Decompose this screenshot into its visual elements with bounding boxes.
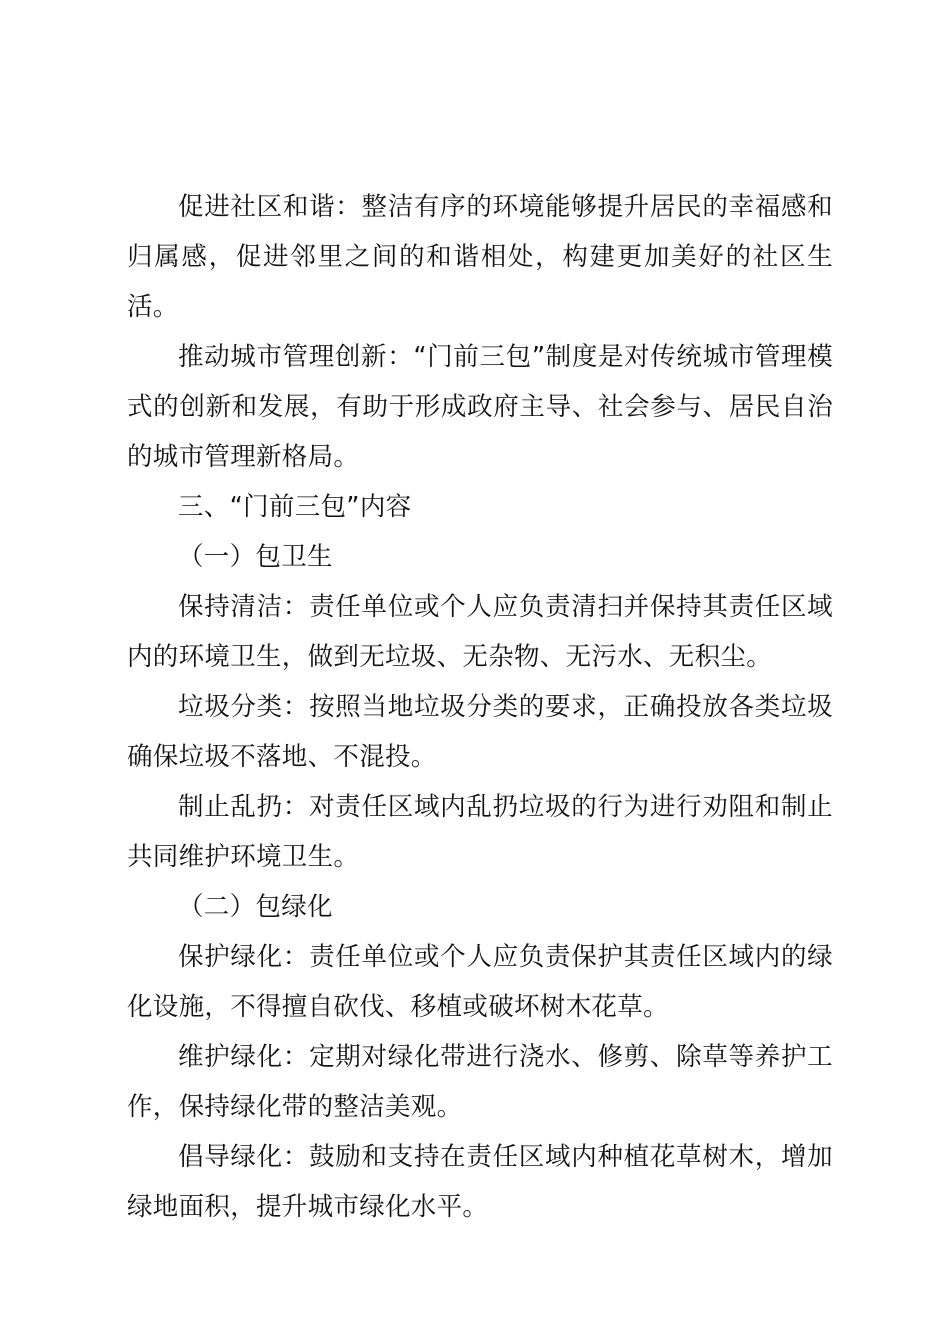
document-body [127,182,833,1232]
paragraph-protect-greening: 保护绿化：责任单位或个人应负责保护其责任区域内的绿化设施，不得擅自砍伐、移植或破坏树木花草。 [127,942,833,1022]
paragraph-garbage-sorting: 垃圾分类：按照当地垃圾分类的要求，正确投放各类垃圾确保垃圾不落地、不混投。 [127,692,833,772]
subheading-sanitation: （一）包卫生 [178,542,333,572]
section-heading-content: 三、“门前三包”内容 [178,492,412,522]
paragraph-maintain-greening: 维护绿化：定期对绿化带进行浇水、修剪、除草等养护工作，保持绿化带的整洁美观。 [127,1042,833,1122]
paragraph-stop-littering: 制止乱扔：对责任区域内乱扔垃圾的行为进行劝阻和制止共同维护环境卫生。 [127,792,833,872]
paragraph-community-harmony: 促进社区和谐：整洁有序的环境能够提升居民的幸福感和归属感，促进邻里之间的和谐相处，构建更加美好的社区生活。 [127,192,833,322]
subheading-greening: （二）包绿化 [178,892,333,922]
paragraph-promote-greening: 倡导绿化：鼓励和支持在责任区域内种植花草树木，增加绿地面积，提升城市绿化水平。 [127,1142,833,1222]
paragraph-management-innovation: 推动城市管理创新：“门前三包”制度是对传统城市管理模式的创新和发展，有助于形成政府主导、社会参与、居民自治的城市管理新格局。 [127,342,833,472]
paragraph-keep-clean: 保持清洁：责任单位或个人应负责清扫并保持其责任区域内的环境卫生，做到无垃圾、无杂物、无污水、无积尘。 [127,592,833,672]
